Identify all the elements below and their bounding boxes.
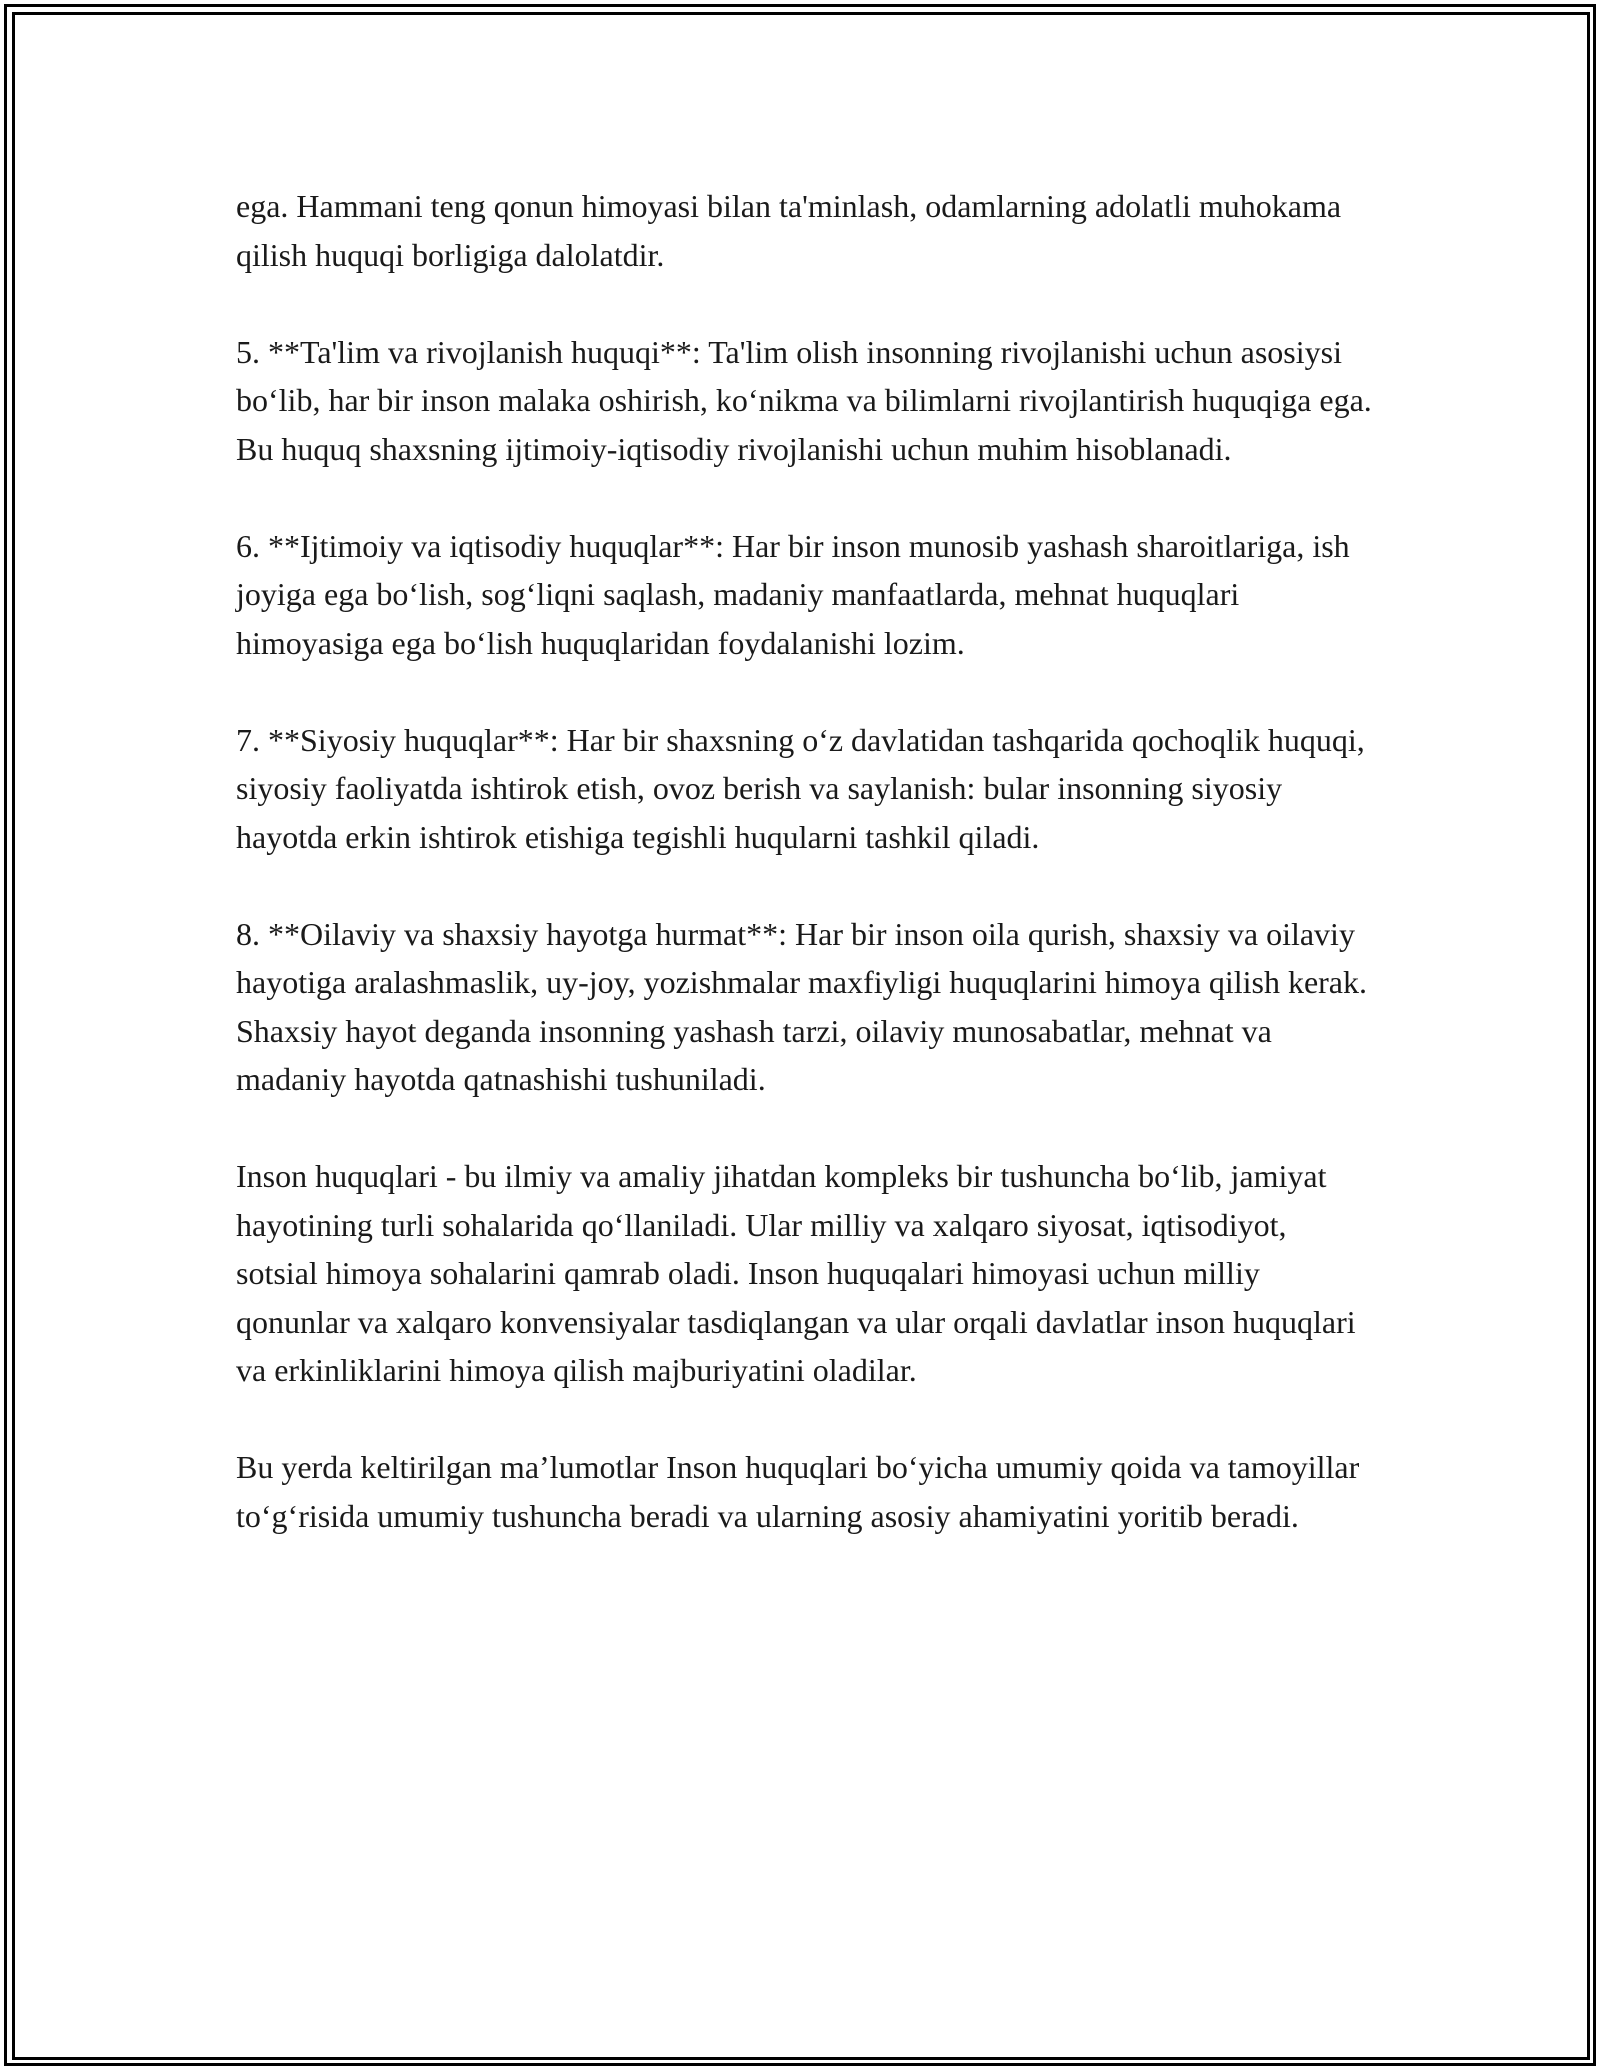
paragraph-item-7: 7. **Siyosiy huquqlar**: Har bir shaxsning o‘z davlatidan tashqarida qochoqlik huquqi, siyosiy faoliyatda ishtirok etish, ovoz berish va saylanish: bular insonning siyosiy hayotda erkin ishtirok etishiga tegishli huqularni tashkil qiladi.	[236, 721, 1365, 855]
paragraph-item-5: 5. **Ta'lim va rivojlanish huquqi**: Ta'lim olish insonning rivojlanishi uchun asosiysi bo‘lib, har bir inson malaka oshirish, ko‘nikma va bilimlarni rivojlantirish huquqiga ega. Bu huquq shaxsning ijtimoiy-iqtisodiy rivojlanishi uchun muhim hisoblanadi.	[236, 333, 1372, 467]
document-body	[236, 182, 1376, 1589]
paragraph-continuation: ega. Hammani teng qonun himoyasi bilan ta'minlash, odamlarning adolatli muhokama qilish huquqi borligiga dalolatdir.	[236, 188, 1342, 273]
paragraph-conclusion: Bu yerda keltirilgan ma’lumotlar Inson huquqlari bo‘yicha umumiy qoida va tamoyillar to‘g‘risida umumiy tushuncha beradi va ularning asosiy ahamiyatini yoritib beradi.	[236, 1449, 1360, 1534]
paragraph-summary: Inson huquqlari - bu ilmiy va amaliy jihatdan kompleks bir tushuncha bo‘lib, jamiyat hayotining turli sohalarida qo‘llaniladi. Ular milliy va xalqaro siyosat, iqtisodiyot, sotsial himoya sohalarini qamrab oladi. Inson huquqalari himoyasi uchun milliy qonunlar va xalqaro konvensiyalar tasdiqlangan va ular orqali davlatlar inson huquqlari va erkinliklarini himoya qilish majburiyatini oladilar.	[236, 1158, 1356, 1388]
paragraph-item-8: 8. **Oilaviy va shaxsiy hayotga hurmat**: Har bir inson oila qurish, shaxsiy va oilaviy hayotiga aralashmaslik, uy-joy, yozishmalar maxfiyligi huquqlarini himoya qilish kerak. Shaxsiy hayot deganda insonning yashash tarzi, oilaviy munosabatlar, mehnat va madaniy hayotda qatnashishi tushuniladi.	[236, 915, 1367, 1097]
paragraph-item-6: 6. **Ijtimoiy va iqtisodiy huquqlar**: Har bir inson munosib yashash sharoitlariga, ish joyiga ega bo‘lish, sog‘liqni saqlash, madaniy manfaatlarda, mehnat huquqlari himoyasiga ega bo‘lish huquqlaridan foydalanishi lozim.	[236, 527, 1350, 661]
